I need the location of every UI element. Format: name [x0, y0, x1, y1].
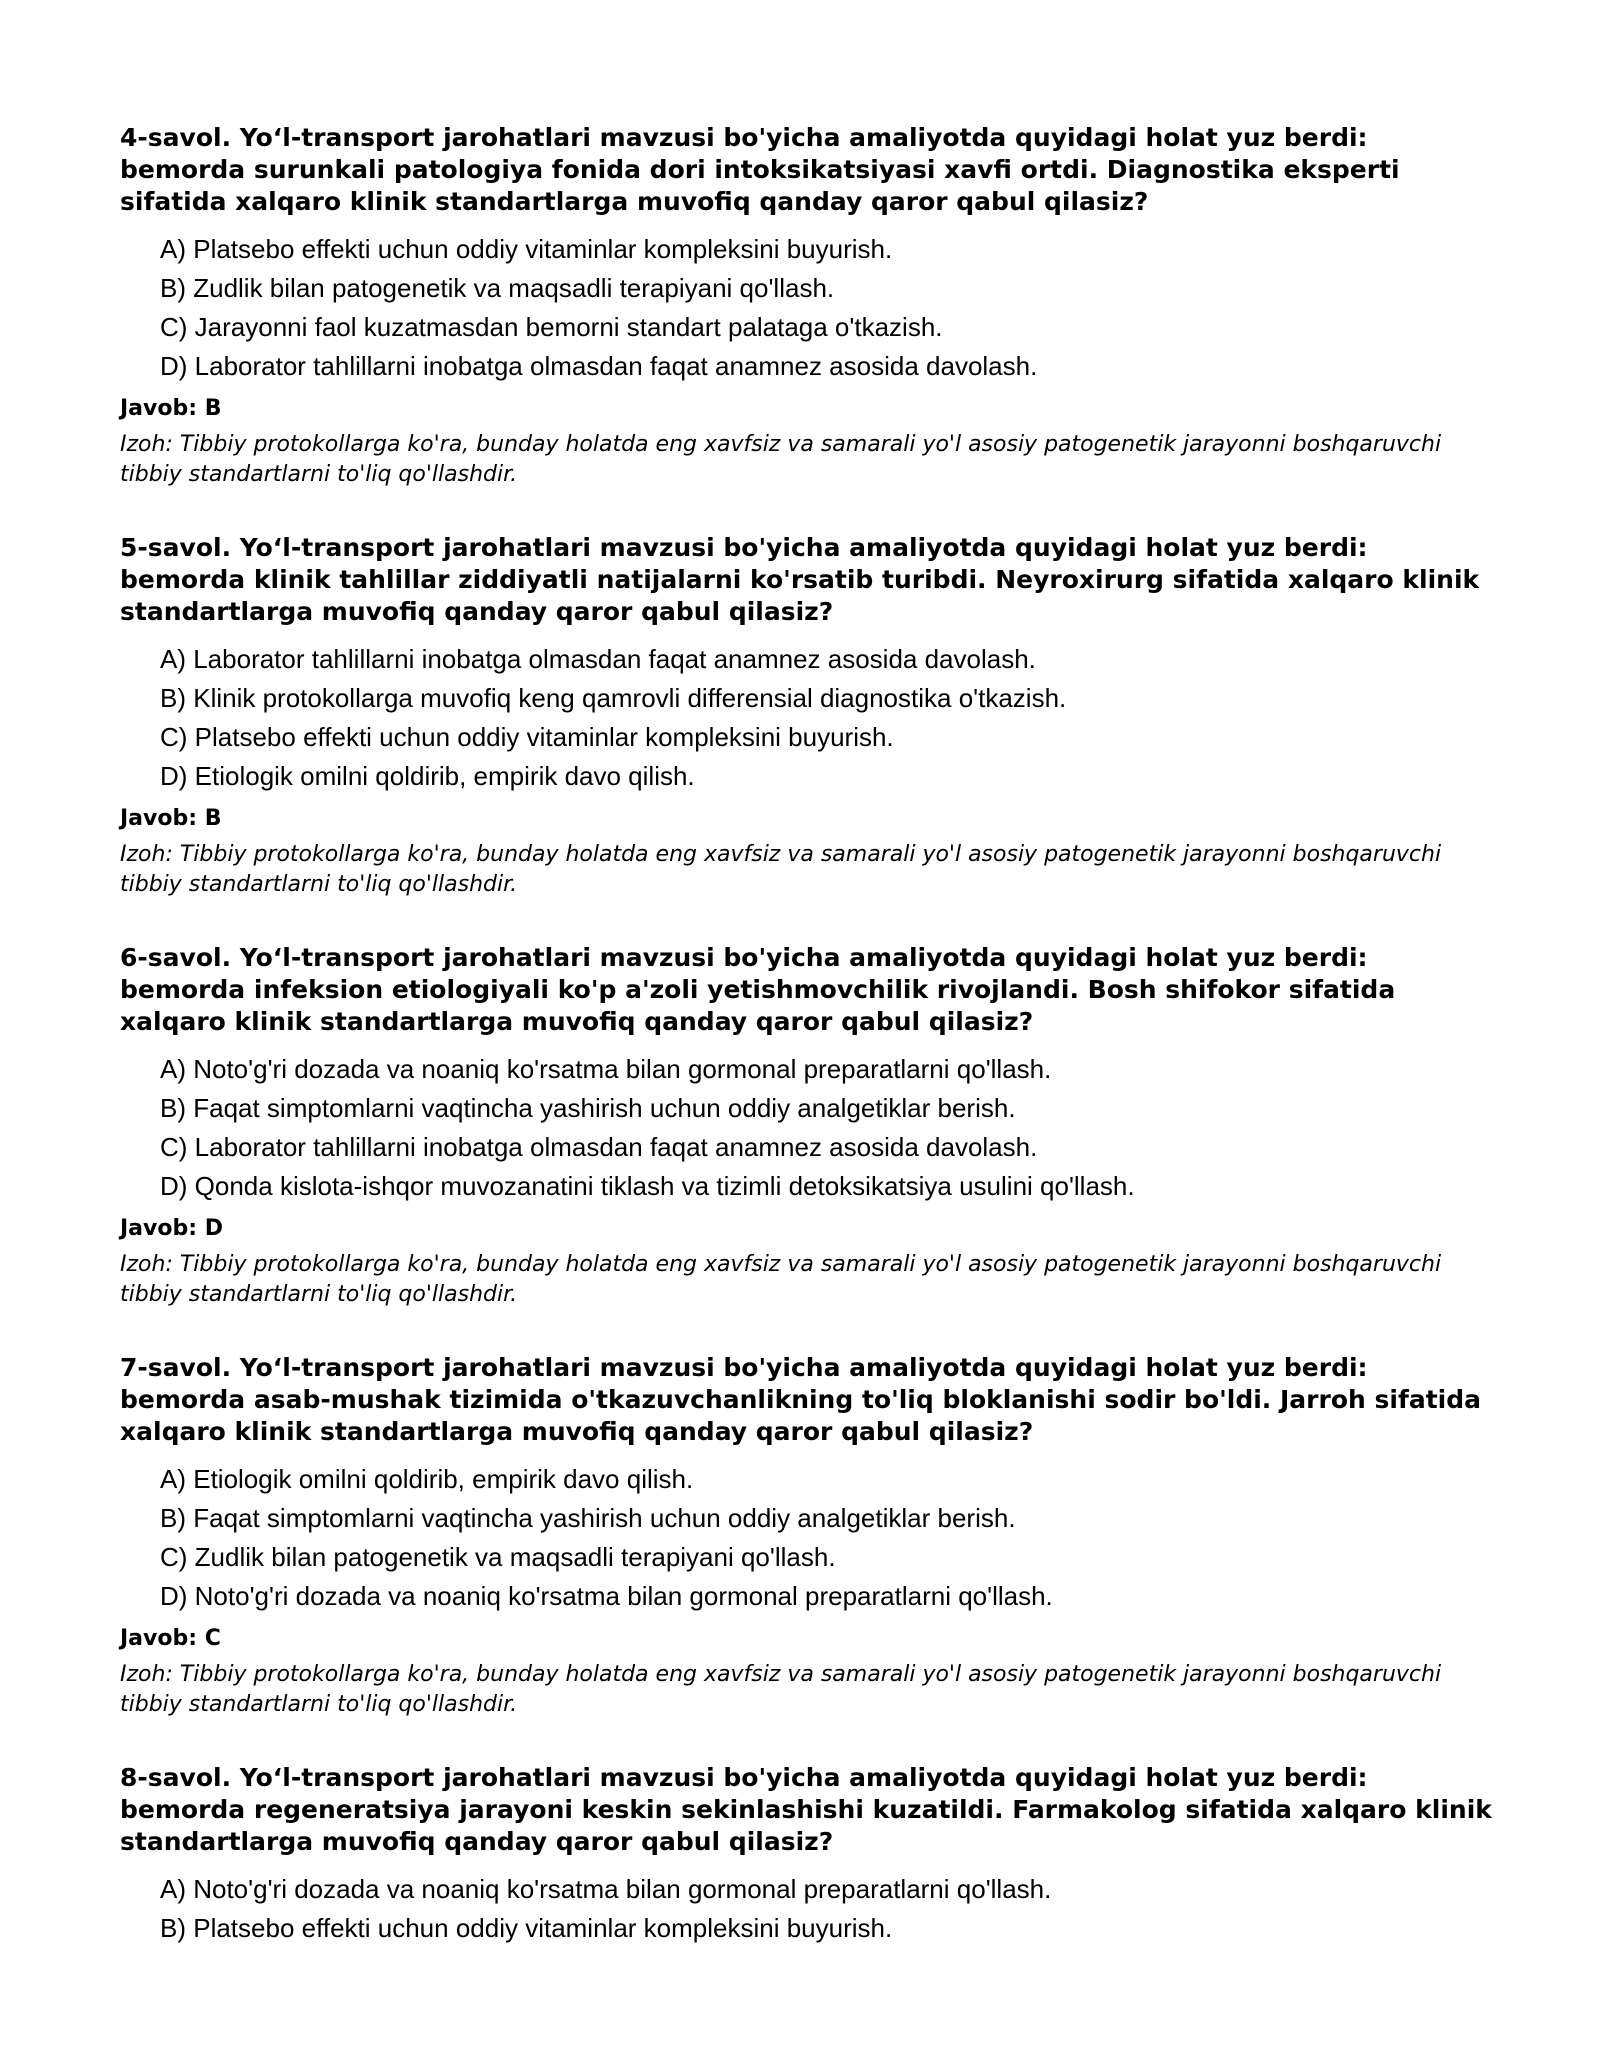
option-c: C) Laborator tahlillarni inobatga olmasdan faqat anamnez asosida davolash. [160, 1132, 1038, 1162]
options-list [120, 1050, 1500, 1206]
options-list [120, 1460, 1500, 1616]
option-a: A) Etiologik omilni qoldirib, empirik davo qilish. [160, 1464, 694, 1494]
explanation: Izoh: Tibbiy protokollarga ko'ra, bunday holatda eng xavfsiz va samarali yo'l asosiy patogenetik jarayonni boshqaruvchi tibbiy standartlarni to'liq qo'llashdir. [120, 842, 1442, 897]
option-d: D) Etiologik omilni qoldirib, empirik davo qilish. [160, 761, 695, 791]
option-b: B) Faqat simptomlarni vaqtincha yashirish uchun oddiy analgetiklar berish. [160, 1503, 1016, 1533]
answer: Javob: B [120, 396, 222, 421]
options-list [120, 230, 1500, 386]
question-text: 6-savol. Yo‘l-transport jarohatlari mavzusi bo'yicha amaliyotda quyidagi holat yuz berdi: bemorda infeksion etiologiyali ko'p a'zoli yetishmovchilik rivojlandi. Bosh shifokor sifatida xalqaro klinik standartlarga muvofiq qanday qaror qabul qilasiz? [120, 943, 1396, 1036]
option-b: B) Faqat simptomlarni vaqtincha yashirish uchun oddiy analgetiklar berish. [160, 1093, 1016, 1123]
question-6 [120, 942, 1500, 1310]
option-a: A) Noto'g'ri dozada va noaniq ko'rsatma bilan gormonal preparatlarni qo'llash. [160, 1874, 1052, 1904]
option-c: C) Zudlik bilan patogenetik va maqsadli terapiyani qo'llash. [160, 1542, 836, 1572]
explanation: Izoh: Tibbiy protokollarga ko'ra, bunday holatda eng xavfsiz va samarali yo'l asosiy patogenetik jarayonni boshqaruvchi tibbiy standartlarni to'liq qo'llashdir. [120, 1252, 1442, 1307]
answer: Javob: D [120, 1216, 223, 1241]
explanation: Izoh: Tibbiy protokollarga ko'ra, bunday holatda eng xavfsiz va samarali yo'l asosiy patogenetik jarayonni boshqaruvchi tibbiy standartlarni to'liq qo'llashdir. [120, 432, 1442, 487]
option-c: C) Jarayonni faol kuzatmasdan bemorni standart palataga o'tkazish. [160, 312, 943, 342]
option-b: B) Zudlik bilan patogenetik va maqsadli terapiyani qo'llash. [160, 273, 835, 303]
explanation: Izoh: Tibbiy protokollarga ko'ra, bunday holatda eng xavfsiz va samarali yo'l asosiy patogenetik jarayonni boshqaruvchi tibbiy standartlarni to'liq qo'llashdir. [120, 1662, 1442, 1717]
question-8 [120, 1762, 1500, 1948]
options-list [120, 640, 1500, 796]
option-a: A) Platsebo effekti uchun oddiy vitaminlar kompleksini buyurish. [160, 234, 893, 264]
answer: Javob: B [120, 806, 222, 831]
answer: Javob: C [120, 1626, 221, 1651]
option-d: D) Qonda kislota-ishqor muvozanatini tiklash va tizimli detoksikatsiya usulini qo'llash. [160, 1171, 1135, 1201]
option-a: A) Noto'g'ri dozada va noaniq ko'rsatma bilan gormonal preparatlarni qo'llash. [160, 1054, 1052, 1084]
question-5 [120, 532, 1500, 900]
question-text: 8-savol. Yo‘l-transport jarohatlari mavzusi bo'yicha amaliyotda quyidagi holat yuz berdi: bemorda regeneratsiya jarayoni keskin sekinlashishi kuzatildi. Farmakolog sifatida xalqaro klinik standartlarga muvofiq qanday qaror qabul qilasiz? [120, 1763, 1492, 1856]
option-c: C) Platsebo effekti uchun oddiy vitaminlar kompleksini buyurish. [160, 722, 894, 752]
question-text: 4-savol. Yo‘l-transport jarohatlari mavzusi bo'yicha amaliyotda quyidagi holat yuz berdi: bemorda surunkali patologiya fonida dori intoksikatsiyasi xavfi ortdi. Diagnostika eksperti sifatida xalqaro klinik standartlarga muvofiq qanday qaror qabul qilasiz? [120, 123, 1400, 216]
question-4 [120, 122, 1500, 490]
options-list [120, 1870, 1500, 1948]
question-text: 5-savol. Yo‘l-transport jarohatlari mavzusi bo'yicha amaliyotda quyidagi holat yuz berdi: bemorda klinik tahlillar ziddiyatli natijalarni ko'rsatib turibdi. Neyroxirurg sifatida xalqaro klinik standartlarga muvofiq qanday qaror qabul qilasiz? [120, 533, 1480, 626]
option-b: B) Platsebo effekti uchun oddiy vitaminlar kompleksini buyurish. [160, 1913, 893, 1943]
document-page [120, 122, 1500, 1990]
option-d: D) Laborator tahlillarni inobatga olmasdan faqat anamnez asosida davolash. [160, 351, 1038, 381]
option-a: A) Laborator tahlillarni inobatga olmasdan faqat anamnez asosida davolash. [160, 644, 1036, 674]
question-text: 7-savol. Yo‘l-transport jarohatlari mavzusi bo'yicha amaliyotda quyidagi holat yuz berdi: bemorda asab-mushak tizimida o'tkazuvchanlikning to'liq bloklanishi sodir bo'ldi. Jarroh sifatida xalqaro klinik standartlarga muvofiq qanday qaror qabul qilasiz? [120, 1353, 1481, 1446]
question-7 [120, 1352, 1500, 1720]
option-d: D) Noto'g'ri dozada va noaniq ko'rsatma bilan gormonal preparatlarni qo'llash. [160, 1581, 1053, 1611]
option-b: B) Klinik protokollarga muvofiq keng qamrovli differensial diagnostika o'tkazish. [160, 683, 1067, 713]
